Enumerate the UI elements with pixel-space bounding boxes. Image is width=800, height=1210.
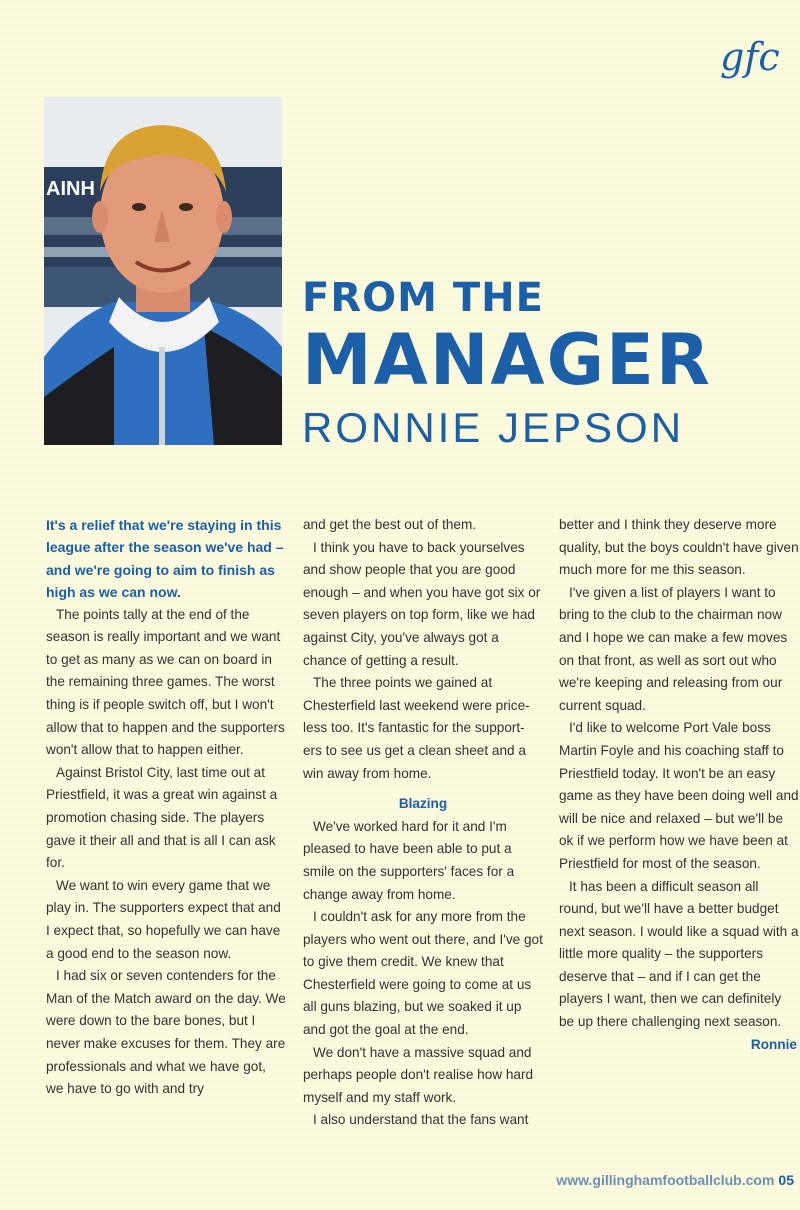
body-paragraph: better and I think they deserve more quality, but the boys couldn't have given much more for me this season. [559, 517, 799, 578]
body-paragraph: We want to win every game that we play in. The supporters expect that and I expect that, so hopefully we can have a good end to the season now. [46, 877, 281, 961]
signature: Ronnie [750, 1036, 797, 1052]
club-monogram-logo [716, 30, 800, 90]
body-paragraph: and get the best out of them. [303, 517, 477, 532]
page-footer [556, 1172, 794, 1188]
body-paragraph: The points tally at the end of the season is really important and we want to get as many as we can on board in the remaining three games. The worst thing is if people switch off, but I won't allow that to happen and the supporters won't allow that to happen either. [46, 606, 285, 758]
body-paragraph: I'd like to welcome Port Vale boss Martin Foyle and his coaching staff to Priestfield today. It won't be an easy game as they have been doing well and will be nice and relaxed – but we'll be ok if we perform how we have been at Priestfield for most of the season. [559, 720, 799, 871]
intro-paragraph: It's a relief that we're staying in this league after the season we've had – and we're going to aim to finish as high as we can now. [46, 517, 284, 601]
body-paragraph: I also understand that the fans want [313, 1112, 529, 1128]
body-paragraph: We've worked hard for it and I'm pleased to have been able to put a smile on the supporters' faces for a change away from home. [303, 818, 515, 902]
body-paragraph: We don't have a massive squad and perhaps people don't realise how hard myself and my staff work. [303, 1044, 534, 1105]
body-paragraph: I've given a list of players I want to bring to the club to the chairman now and I hope we can make a few moves on that front, as well as sort out who we're keeping and releasing from our current squad. [559, 584, 788, 713]
article-column-3 [559, 514, 799, 1056]
page-number: 05 [778, 1172, 794, 1188]
logo-monogram-text: gfc [720, 35, 780, 79]
body-paragraph: I think you have to back yourselves and show people that you are good enough – and when you have got six or seven players on top form, like we had against City, you've always got a chance of getting a result. [303, 539, 541, 668]
manager-name-subheading: RONNIE JEPSON [302, 404, 685, 451]
page-heading [302, 275, 742, 401]
heading-line-2: MANAGER [302, 319, 712, 401]
website-url-link[interactable]: www.gillinghamfootballclub.com [556, 1172, 775, 1188]
heading-line-1: FROM THE [302, 275, 544, 321]
body-paragraph: I couldn't ask for any more from the players who went out there, and I've got to give them credit. We knew that Chesterfield were going to come at us all guns blazing, but we soaked it up and got the goal at the end. [303, 909, 543, 1038]
body-paragraph: I had six or seven contenders for the Man of the Match award on the day. We were down to the bare bones, but I never make excuses for them. They are professionals and what we have got, we have to go with and try [46, 968, 286, 1097]
body-paragraph: Against Bristol City, last time out at Priestfield, it was a great win against a promotion chasing side. The players gave it their all and that is all I can ask for. [46, 764, 278, 871]
manager-portrait-photo [44, 97, 282, 445]
stadium-sign-text: AINH [46, 178, 95, 200]
body-paragraph: The three points we gained at Chesterfield last weekend were price-less too. It's fantastic for the support-ers to see us get a clean sheet and a win away from home. [303, 675, 530, 781]
body-paragraph: It has been a difficult season all round, but we'll have a better budget next season. I would like a squad with a little more quality – the supporters deserve that – and if I can get the players I want, then we can definitely be up there challenging next season. [559, 878, 799, 1030]
section-subheading: Blazing [398, 796, 448, 812]
article-column-2 [303, 514, 543, 1132]
article-column-1 [46, 514, 286, 1101]
